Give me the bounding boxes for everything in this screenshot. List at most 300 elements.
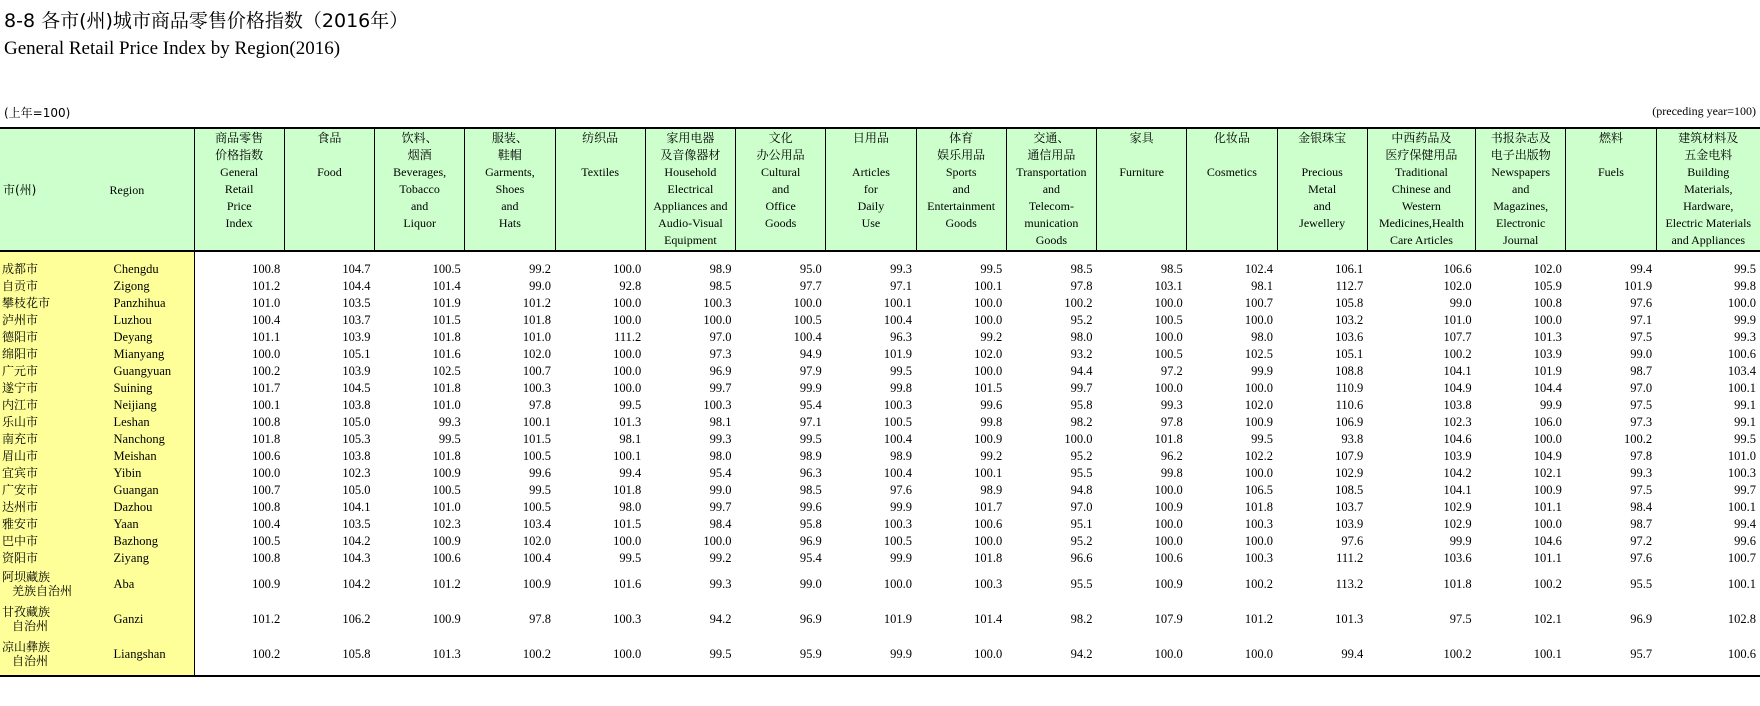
column-header-en: Textiles [581,165,620,179]
index-value-cell: 100.3 [883,516,913,531]
index-value-cell: 100.6 [432,550,461,565]
index-value-cell: 94.8 [1070,482,1093,497]
index-value-cell: 100.3 [522,380,552,395]
index-value-cell: 105.0 [342,414,371,429]
index-value-cell: 95.4 [709,465,732,480]
index-value-cell: 95.4 [799,397,822,412]
table-title-en: General Retail Price Index by Region(2016) [4,38,341,59]
header-row [0,128,1760,251]
index-value-cell: 96.3 [799,465,822,480]
index-value-cell: 98.1 [709,414,732,429]
index-value-cell: 97.8 [1630,448,1653,463]
index-value-cell: 106.5 [1244,482,1274,497]
index-value-cell: 102.2 [1244,448,1274,463]
index-value-cell: 100.3 [1244,550,1274,565]
index-value-cell: 97.2 [1160,363,1183,378]
index-value-cell: 101.5 [974,380,1003,395]
region-name-cn: 德阳市 [0,328,102,345]
index-value-cell: 102.9 [1335,465,1364,480]
index-value-cell: 98.0 [1070,329,1093,344]
index-value-cell: 100.5 [522,448,552,463]
index-value-cell: 102.0 [522,533,552,548]
index-value-cell: 101.9 [883,346,913,361]
index-value-cell: 102.5 [1244,346,1274,361]
index-value-cell: 99.6 [529,465,552,480]
region-name-cn: 乐山市 [0,413,102,430]
index-value-cell: 101.4 [432,278,461,293]
unit-note-en: (preceding year=100) [1652,104,1756,118]
column-header-cn: 金银珠宝 [1298,131,1347,145]
index-value-cell: 97.0 [709,329,732,344]
table-row [0,251,1760,277]
index-value-cell: 99.3 [709,431,732,446]
index-value-cell: 99.2 [980,448,1003,463]
index-value-cell: 99.3 [1160,397,1183,412]
index-value-cell: 102.3 [432,516,461,531]
index-value-cell: 100.1 [1727,576,1756,591]
table-row [0,532,1760,549]
table-row [0,345,1760,362]
column-header [1187,128,1277,251]
index-value-cell: 97.5 [1449,611,1472,626]
index-value-cell: 101.5 [613,516,642,531]
index-value-cell: 99.9 [799,380,822,395]
table-title-cn: 8-8 各市(州)城市商品零售价格指数（2016年） [4,10,409,32]
index-value-cell: 101.9 [1623,278,1653,293]
index-value-cell: 97.3 [1630,414,1653,429]
table-row [0,294,1760,311]
index-value-cell: 101.0 [194,294,284,311]
index-value-cell: 103.1 [1154,278,1183,293]
region-name-en: Neijiang [102,396,195,413]
index-value-cell: 106.2 [342,611,371,626]
table-row [0,447,1760,464]
column-header [645,128,735,251]
region-name-cn: 宜宾市 [0,464,102,481]
index-value-cell: 100.4 [194,515,284,532]
index-value-cell: 104.1 [1443,363,1472,378]
index-value-cell: 98.5 [1160,261,1183,276]
index-value-cell: 100.0 [703,533,732,548]
region-name-cn: 南充市 [0,430,102,447]
region-name-cn: 眉山市 [0,447,102,464]
column-header-en: Traditional Chinese and Western Medicines,Health Care Articles [1378,165,1464,247]
index-value-cell: 99.7 [1070,380,1093,395]
index-value-cell: 101.8 [1154,431,1183,446]
column-header-cn: 化妆品 [1213,131,1250,145]
column-header [194,128,284,251]
region-name-en: Chengdu [102,251,195,277]
index-value-cell: 100.0 [613,533,642,548]
index-value-cell: 101.8 [432,329,461,344]
index-value-cell: 99.9 [890,499,913,514]
region-name-cn: 雅安市 [0,515,102,532]
index-value-cell: 100.9 [432,465,461,480]
index-value-cell: 105.1 [1335,346,1364,361]
index-value-cell: 98.0 [709,448,732,463]
table-row [0,362,1760,379]
column-header-en: Fuels [1597,165,1624,179]
index-value-cell: 99.5 [1734,431,1756,446]
index-value-cell: 99.0 [799,576,822,591]
column-header [284,128,374,251]
index-value-cell: 95.8 [1070,397,1093,412]
index-value-cell: 99.5 [1251,431,1274,446]
index-value-cell: 99.3 [1630,465,1653,480]
index-value-cell: 100.5 [793,312,822,327]
index-value-cell: 97.6 [1630,550,1653,565]
index-value-cell: 100.9 [1244,414,1274,429]
index-value-cell: 99.9 [1734,312,1756,327]
index-value-cell: 100.6 [1154,550,1183,565]
index-value-cell: 110.9 [1335,380,1364,395]
index-value-cell: 100.0 [613,380,642,395]
index-value-cell: 101.2 [194,601,284,636]
index-value-cell: 99.3 [709,576,732,591]
column-header-cn: 燃料 [1598,131,1623,145]
column-header-cn: 食品 [317,131,342,145]
index-value-cell: 97.5 [1630,482,1653,497]
index-value-cell: 100.0 [1727,295,1756,310]
index-value-cell: 100.0 [1154,482,1183,497]
column-header [1277,128,1367,251]
index-value-cell: 101.8 [613,482,642,497]
index-value-cell: 97.8 [529,611,552,626]
index-value-cell: 99.5 [799,431,822,446]
index-value-cell: 93.8 [1341,431,1364,446]
index-value-cell: 101.8 [432,380,461,395]
index-value-cell: 102.0 [1533,261,1562,276]
index-value-cell: 101.8 [194,430,284,447]
region-name-cn: 成都市 [0,251,102,277]
region-name-en: Liangshan [102,636,195,676]
index-value-cell: 101.1 [1533,550,1562,565]
index-value-cell: 101.9 [883,611,913,626]
index-value-cell: 100.2 [1623,431,1653,446]
region-name-en: Panzhihua [102,294,195,311]
index-value-cell: 98.9 [709,261,732,276]
column-header-en: Newspapers and Magazines, Electronic Journal [1491,165,1551,247]
region-name-cn: 自贡市 [0,277,102,294]
region-name-en: Dazhou [102,498,195,515]
index-value-cell: 96.3 [890,329,913,344]
column-header [1367,128,1475,251]
region-name-en: Bazhong [102,532,195,549]
index-value-cell: 100.0 [1097,636,1187,676]
index-value-cell: 100.6 [194,447,284,464]
index-value-cell: 100.0 [194,345,284,362]
column-header-cn: 家用电器 及音像器材 [660,131,721,162]
index-value-cell: 100.3 [883,397,913,412]
index-value-cell: 99.5 [529,482,552,497]
index-value-cell: 98.1 [619,431,642,446]
region-name-cn: 资阳市 [0,549,102,566]
index-value-cell: 100.3 [703,397,732,412]
index-value-cell: 111.2 [614,329,642,344]
index-value-cell: 100.2 [1064,295,1093,310]
index-value-cell: 97.6 [1341,533,1364,548]
index-value-cell: 101.0 [1443,312,1472,327]
index-value-cell: 100.0 [974,312,1003,327]
region-name-cn: 甘孜藏族 自治州 [0,601,102,636]
index-value-cell: 97.3 [709,346,732,361]
region-name-en: Guangan [102,481,195,498]
index-value-cell: 97.1 [890,278,913,293]
index-value-cell: 103.8 [342,397,371,412]
index-value-cell: 100.0 [1154,295,1183,310]
index-value-cell: 99.5 [890,363,913,378]
region-name-en: Meishan [102,447,195,464]
index-value-cell: 108.5 [1335,482,1364,497]
index-value-cell: 101.6 [432,346,461,361]
region-name-en: Nanchong [102,430,195,447]
index-value-cell: 97.7 [799,278,822,293]
index-value-cell: 98.2 [1070,611,1093,626]
index-value-cell: 99.9 [1449,533,1472,548]
table-row [0,277,1760,294]
index-value-cell: 100.0 [974,295,1003,310]
index-value-cell: 100.8 [194,549,284,566]
column-header [1566,128,1656,251]
index-value-cell: 103.7 [1335,499,1364,514]
index-value-cell: 96.2 [1160,448,1183,463]
index-value-cell: 97.0 [1630,380,1653,395]
index-value-cell: 100.1 [194,396,284,413]
index-value-cell: 101.8 [522,312,552,327]
index-value-cell: 100.4 [194,311,284,328]
index-value-cell: 99.5 [980,261,1003,276]
index-value-cell: 99.4 [619,465,642,480]
index-value-cell: 100.5 [432,482,461,497]
index-value-cell: 98.5 [799,482,822,497]
index-value-cell: 101.9 [432,295,461,310]
index-value-cell: 101.3 [613,414,642,429]
index-value-cell: 100.0 [1187,636,1277,676]
index-value-cell: 100.9 [522,576,552,591]
index-value-cell: 98.0 [1251,329,1274,344]
region-name-cn: 内江市 [0,396,102,413]
index-value-cell: 94.4 [1070,363,1093,378]
index-value-cell: 102.5 [432,363,461,378]
index-value-cell: 100.0 [613,312,642,327]
index-value-cell: 99.5 [438,431,461,446]
index-value-cell: 98.4 [1630,499,1653,514]
index-value-cell: 96.9 [799,611,822,626]
index-value-cell: 99.3 [1734,329,1756,344]
index-value-cell: 97.8 [1160,414,1183,429]
table-row [0,636,1760,676]
index-value-cell: 100.0 [1244,465,1274,480]
index-value-cell: 101.7 [194,379,284,396]
table-row [0,311,1760,328]
index-value-cell: 101.2 [522,295,552,310]
index-value-cell: 98.9 [799,448,822,463]
column-header-en: Beverages, Tobacco and Liquor [393,165,447,230]
index-value-cell: 100.0 [1244,533,1274,548]
column-header [736,128,826,251]
column-header-en: Garments, Shoes and Hats [485,165,535,230]
index-value-cell: 100.0 [1533,312,1562,327]
index-value-cell: 103.4 [522,516,552,531]
index-value-cell: 102.3 [342,465,371,480]
index-value-cell: 101.5 [432,312,461,327]
index-value-cell: 98.5 [1070,261,1093,276]
index-value-cell: 100.2 [465,636,555,676]
column-header-cn: 文化 办公用品 [756,131,805,162]
column-header-cn: 纺织品 [582,131,619,145]
column-header [465,128,555,251]
column-header [826,128,916,251]
column-header-en: Articles for Daily Use [851,165,890,230]
index-value-cell: 98.2 [1070,414,1093,429]
column-header-cn: 日用品 [852,131,889,145]
index-value-cell: 101.0 [522,329,552,344]
table-row [0,430,1760,447]
index-value-cell: 100.4 [793,329,822,344]
index-value-cell: 103.8 [342,448,371,463]
index-value-cell: 99.7 [709,380,732,395]
index-value-cell: 95.7 [1566,636,1656,676]
region-name-en: Zigong [102,277,195,294]
index-value-cell: 100.3 [703,295,732,310]
column-header-en: Precious Metal and Jewellery [1299,165,1346,230]
index-value-cell: 99.9 [1539,397,1562,412]
index-value-cell: 95.5 [1070,465,1093,480]
index-value-cell: 105.9 [1533,278,1562,293]
index-value-cell: 112.7 [1335,278,1364,293]
index-value-cell: 97.2 [1630,533,1653,548]
index-value-cell: 98.4 [709,516,732,531]
column-header [1656,128,1760,251]
index-value-cell: 101.0 [432,397,461,412]
index-value-cell: 104.9 [1533,448,1562,463]
index-value-cell: 101.2 [1244,611,1274,626]
index-value-cell: 99.7 [1734,482,1756,497]
index-value-cell: 101.8 [974,550,1003,565]
index-value-cell: 102.9 [1443,499,1472,514]
index-value-cell: 99.4 [1630,261,1653,276]
index-value-cell: 100.7 [194,481,284,498]
index-value-cell: 100.0 [883,576,913,591]
index-value-cell: 100.0 [793,295,822,310]
column-header [1006,128,1096,251]
index-value-cell: 104.2 [342,576,371,591]
index-value-cell: 96.9 [799,533,822,548]
region-name-cn: 凉山彝族 自治州 [0,636,102,676]
index-value-cell: 101.4 [974,611,1003,626]
index-value-cell: 101.6 [613,576,642,591]
index-value-cell: 101.0 [432,499,461,514]
column-header-en: General Retail Price Index [220,165,259,230]
index-value-cell: 104.4 [342,278,371,293]
index-value-cell: 111.2 [1336,550,1364,565]
index-value-cell: 103.9 [342,329,371,344]
index-value-cell: 100.0 [1154,516,1183,531]
index-value-cell: 105.3 [342,431,371,446]
index-value-cell: 100.9 [1533,482,1562,497]
index-value-cell: 99.3 [438,414,461,429]
index-value-cell: 100.0 [613,363,642,378]
index-value-cell: 102.8 [1727,611,1756,626]
index-value-cell: 100.5 [883,414,913,429]
region-name-en: Ganzi [102,601,195,636]
index-value-cell: 107.7 [1443,329,1472,344]
index-value-cell: 101.7 [974,499,1003,514]
index-value-cell: 99.9 [826,636,916,676]
index-value-cell: 104.4 [1533,380,1562,395]
index-value-cell: 100.2 [194,362,284,379]
index-value-cell: 102.0 [1443,278,1472,293]
index-value-cell: 100.1 [883,295,913,310]
column-header-cn: 交通、 通信用品 [1027,131,1076,162]
index-value-cell: 100.3 [1244,516,1274,531]
index-value-cell: 103.9 [342,363,371,378]
index-value-cell: 101.3 [1335,611,1364,626]
index-value-cell: 103.7 [342,312,371,327]
region-name-en: Suining [102,379,195,396]
index-value-cell: 104.2 [1443,465,1472,480]
index-value-cell: 101.1 [194,328,284,345]
index-value-cell: 100.1 [1727,499,1756,514]
index-value-cell: 102.4 [1244,261,1274,276]
index-value-cell: 96.9 [1630,611,1653,626]
index-value-cell: 103.9 [1443,448,1472,463]
index-value-cell: 92.8 [619,278,642,293]
column-header-cn: 建筑材料及 五金电料 [1678,131,1739,162]
index-value-cell: 100.5 [883,533,913,548]
index-value-cell: 101.5 [522,431,552,446]
column-header-en: Food [317,165,342,179]
column-header-cn: 服装、 鞋帽 [491,131,528,162]
index-value-cell: 106.9 [1335,414,1364,429]
index-value-cell: 100.3 [613,611,642,626]
index-value-cell: 100.9 [974,431,1003,446]
index-value-cell: 95.2 [1070,312,1093,327]
region-name-en: Deyang [102,328,195,345]
column-header-en: Cosmetics [1206,165,1257,179]
index-value-cell: 97.1 [799,414,822,429]
index-value-cell: 100.2 [1533,576,1562,591]
column-header [555,128,645,251]
index-value-cell: 100.0 [1154,380,1183,395]
table-row [0,498,1760,515]
index-value-cell: 104.9 [1443,380,1472,395]
index-value-cell: 99.2 [709,550,732,565]
column-header [916,128,1006,251]
index-value-cell: 100.1 [522,414,552,429]
region-name-cn: 广元市 [0,362,102,379]
index-value-cell: 98.9 [890,448,913,463]
index-value-cell: 96.9 [709,363,732,378]
index-value-cell: 103.8 [1443,397,1472,412]
column-header [1476,128,1566,251]
index-value-cell: 99.1 [1734,414,1756,429]
index-value-cell: 100.8 [194,251,284,277]
index-value-cell: 99.5 [619,550,642,565]
index-value-cell: 100.8 [1533,295,1562,310]
index-value-cell: 101.9 [1533,363,1562,378]
column-header-cn: 商品零售 价格指数 [215,131,264,162]
index-value-cell: 106.0 [1533,414,1562,429]
index-value-cell: 104.6 [1533,533,1562,548]
column-header-en: Transportation and Telecom- munication Goods [1016,165,1087,247]
index-value-cell: 100.0 [613,346,642,361]
index-value-cell: 105.8 [284,636,374,676]
index-value-cell: 99.8 [890,380,913,395]
index-value-cell: 96.6 [1070,550,1093,565]
index-value-cell: 99.0 [1449,295,1472,310]
index-value-cell: 99.1 [1734,397,1756,412]
